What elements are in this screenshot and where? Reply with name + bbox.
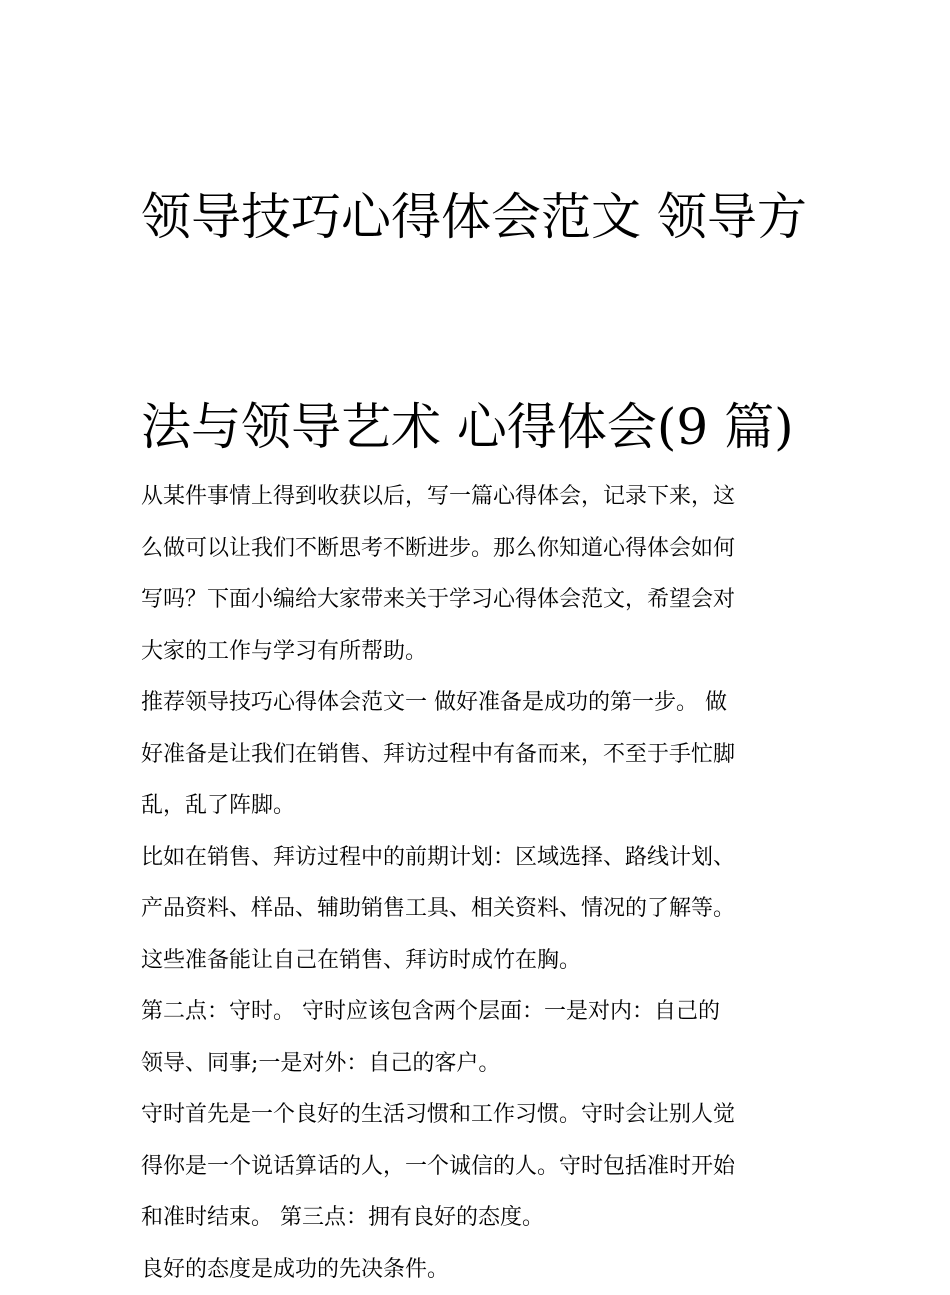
- paragraph-attitude: 良好的态度是成功的先决条件。: [141, 1244, 817, 1295]
- document-content: [141, 112, 817, 1295]
- paragraph-punctuality: 第二点：守时。 守时应该包含两个层面：一是对内：自己的 领导、同事;一是对外：自己的客户。: [141, 986, 817, 1089]
- title-line-1: 领导技巧心得体会范文 领导方: [141, 188, 807, 246]
- title-line-2: 法与领导艺术 心得体会(9 篇): [141, 398, 794, 456]
- document-title: [141, 112, 817, 462]
- paragraph-punctuality-habit: 守时首先是一个良好的生活习惯和工作习惯。守时会让别人觉 得你是一个说话算话的人，一个诚信的人。守时包括准时开始 和准时结束。 第三点：拥有良好的态度。: [141, 1089, 817, 1244]
- paragraph-preparation: 推荐领导技巧心得体会范文一 做好准备是成功的第一步。 做 好准备是让我们在销售、拜访过程中有备而来，不至于手忙脚 乱，乱了阵脚。: [141, 677, 817, 832]
- paragraph-planning: 比如在销售、拜访过程中的前期计划：区域选择、路线计划、 产品资料、样品、辅助销售工具、相关资料、情况的了解等。 这些准备能让自己在销售、拜访时成竹在胸。: [141, 832, 817, 987]
- paragraph-intro: 从某件事情上得到收获以后，写一篇心得体会，记录下来，这 么做可以让我们不断思考不断进步。那么你知道心得体会如何 写吗？下面小编给大家带来关于学习心得体会范文，希望会对 大家的工作与学习有所帮助。: [141, 471, 817, 677]
